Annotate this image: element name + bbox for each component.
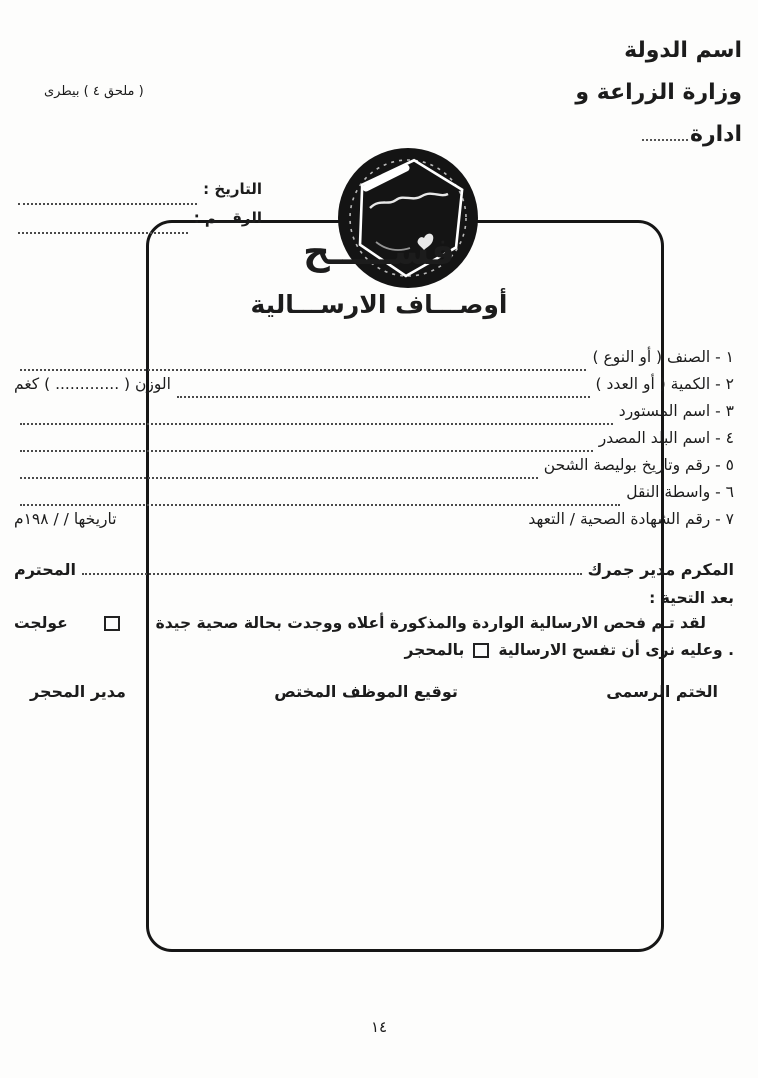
- item-row-1: [14, 348, 734, 375]
- item-row-6: [14, 483, 734, 510]
- form-title: فســـــح: [303, 230, 455, 273]
- item-row-5: [14, 456, 734, 483]
- item-row-4: [14, 429, 734, 456]
- date-label: التاريخ :: [203, 180, 262, 198]
- item-row-2: [14, 375, 734, 402]
- dotted-fill-line: [82, 573, 582, 575]
- addressee-row: [14, 560, 734, 579]
- quarantine-word: بالمحجر: [404, 641, 465, 659]
- addressee-label: المكرم مدير جمرك: [587, 560, 734, 579]
- signature-row: [30, 682, 718, 701]
- consignment-items-list: [14, 348, 734, 537]
- inspection-statement: [14, 614, 734, 659]
- item-label: ٥ - رقم وتاريخ بوليصة الشحن: [543, 456, 734, 474]
- number-label: الرقـــم :: [193, 209, 262, 227]
- statement-text: لقد تـم فحص الارسالية الواردة والمذكورة أعلاه ووجدت بحالة صحية جيدة: [155, 614, 706, 632]
- weight-suffix: الوزن ( ............. ) كغم: [14, 375, 171, 393]
- good-health-checkbox: [104, 616, 120, 631]
- quarantine-director-label: مدير المحجر: [30, 682, 126, 701]
- treated-at-quarantine-checkbox: [473, 643, 489, 658]
- ministry-name-line: وزارة الزراعة و: [575, 80, 742, 105]
- release-clause: وعليه نرى أن تفسح الارسالية .: [498, 641, 734, 659]
- dotted-fill-line: [18, 203, 197, 205]
- dotted-fill-line: [20, 504, 620, 506]
- date-row: [12, 180, 262, 209]
- officer-signature-label: توقيع الموظف المختص: [274, 682, 458, 701]
- annex-note: ( ملحق ٤ ) بيطرى: [44, 84, 144, 99]
- item-row-7: [14, 510, 734, 537]
- item-label: ٣ - اسم المستورد: [618, 402, 734, 420]
- honorific-label: المحترم: [14, 560, 76, 579]
- item-label: ٢ - الكمية ( أو العدد ): [595, 375, 734, 393]
- page-number: ١٤: [370, 1018, 388, 1036]
- statement-line-1: [14, 614, 734, 632]
- dotted-fill-line: [177, 396, 590, 398]
- dotted-fill-line: [642, 117, 688, 141]
- treated-word: عولجت: [14, 614, 68, 632]
- item-label: ٦ - واسطة النقل: [626, 483, 734, 501]
- dotted-fill-line: [20, 450, 593, 452]
- item-row-3: [14, 402, 734, 429]
- form-border-box: [146, 220, 664, 952]
- greeting-line: بعد التحية :: [649, 589, 734, 607]
- administration-label: ادارة: [689, 122, 742, 147]
- form-subtitle: أوصـــاف الارســـالية: [250, 290, 508, 319]
- administration-line: [575, 114, 742, 156]
- item-label: ١ - الصنف ( أو النوع ): [592, 348, 734, 366]
- official-seal-label: الختم الرسمى: [606, 682, 718, 701]
- dotted-fill-line: [20, 423, 613, 425]
- country-name-line: اسم الدولة: [624, 38, 742, 63]
- dotted-fill-line: [20, 477, 538, 479]
- dotted-fill-line: [20, 369, 586, 371]
- item-label: ٧ - رقم الشهادة الصحية / التعهد: [528, 510, 734, 528]
- item-label: ٤ - اسم البلد المصدر: [598, 429, 734, 447]
- certificate-date-suffix: تاريخها / / ١٩٨م: [14, 510, 117, 528]
- letterhead: [575, 30, 742, 156]
- statement-line-2: [404, 641, 734, 659]
